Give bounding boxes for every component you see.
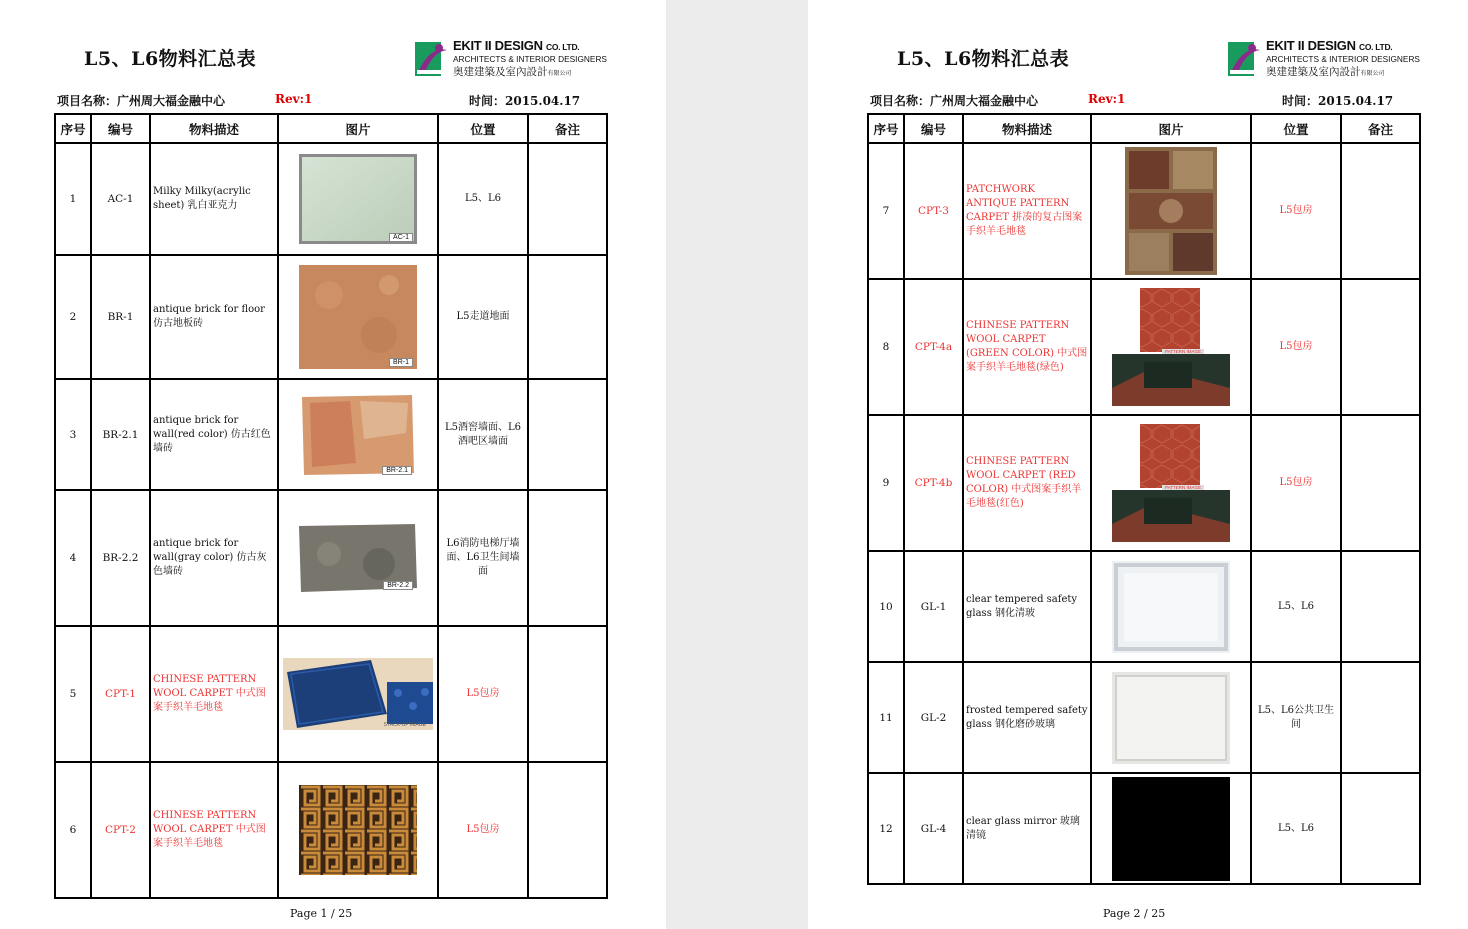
header-no: 序号 xyxy=(868,114,904,143)
row-no: 5 xyxy=(55,626,91,762)
row-no: 12 xyxy=(868,773,904,884)
row-note xyxy=(1341,415,1420,551)
logo-cn-suffix: 有限公司 xyxy=(547,70,572,77)
table-row xyxy=(868,279,1420,415)
row-note xyxy=(528,490,607,626)
row-no: 4 xyxy=(55,490,91,626)
image-label: BR-2.1 xyxy=(382,466,412,475)
row-code: BR-2.2 xyxy=(91,490,150,626)
page-footer: Page 1 / 25 xyxy=(290,907,353,920)
table-row xyxy=(868,662,1420,773)
row-desc: antique brick for wall(red color) 仿古红色墙砖 xyxy=(150,379,278,490)
row-no: 1 xyxy=(55,143,91,255)
date: 时间：2015.04.17 xyxy=(1282,94,1394,108)
row-code: BR-1 xyxy=(91,255,150,379)
header-note: 备注 xyxy=(1341,114,1420,143)
page-title: L5、L6物料汇总表 xyxy=(897,48,1070,70)
header-location: 位置 xyxy=(1251,114,1341,143)
table-row xyxy=(868,415,1420,551)
material-image xyxy=(1125,147,1217,275)
header-note: 备注 xyxy=(528,114,607,143)
row-desc: antique brick for floor 仿古地板砖 xyxy=(150,255,278,379)
row-code: CPT-3 xyxy=(904,143,963,279)
table-row xyxy=(868,143,1420,279)
document-page-2 xyxy=(808,0,1468,929)
header-code: 编号 xyxy=(91,114,150,143)
row-note xyxy=(1341,551,1420,662)
material-image xyxy=(300,393,416,477)
material-image xyxy=(299,524,417,592)
image-label: AC-1 xyxy=(389,233,413,242)
date: 时间：2015.04.17 xyxy=(469,94,581,108)
materials-table xyxy=(54,113,608,899)
row-location: L5包房 xyxy=(1251,279,1341,415)
row-location: L5包房 xyxy=(438,762,528,898)
row-desc: CHINESE PATTERN WOOL CARPET (RED COLOR) 中式图案手织羊毛地毯(红色) xyxy=(963,415,1091,551)
row-code: CPT-1 xyxy=(91,626,150,762)
logo-tagline: ARCHITECTS & INTERIOR DESIGNERS xyxy=(453,54,607,64)
logo-suffix: CO. LTD. xyxy=(1359,42,1393,52)
image-label: BR-2.2 xyxy=(383,581,413,590)
row-code: CPT-4b xyxy=(904,415,963,551)
row-location: L5走道地面 xyxy=(438,255,528,379)
header-image: 图片 xyxy=(1091,114,1251,143)
material-image xyxy=(1112,672,1230,764)
row-desc: frosted tempered safety glass 钢化磨砂玻璃 xyxy=(963,662,1091,773)
header-desc: 物料描述 xyxy=(963,114,1091,143)
row-note xyxy=(1341,143,1420,279)
row-no: 6 xyxy=(55,762,91,898)
page-footer: Page 2 / 25 xyxy=(1103,907,1166,920)
row-location: L5、L6 xyxy=(1251,773,1341,884)
table-row xyxy=(55,626,607,762)
table-header-row xyxy=(868,114,1420,143)
material-image xyxy=(1112,288,1230,406)
row-location: L5酒窖墙面、L6酒吧区墙面 xyxy=(438,379,528,490)
header-location: 位置 xyxy=(438,114,528,143)
row-desc: CHINESE PATTERN WOOL CARPET 中式图案手织羊毛地毯 xyxy=(150,626,278,762)
page-title: L5、L6物料汇总表 xyxy=(84,48,257,70)
logo-mark-icon xyxy=(413,40,449,78)
logo-cn-name: 奥建建築及室內設計 xyxy=(1266,66,1361,78)
row-code: BR-2.1 xyxy=(91,379,150,490)
table-header-row xyxy=(55,114,607,143)
row-no: 10 xyxy=(868,551,904,662)
logo-cn-name: 奥建建築及室內設計 xyxy=(453,66,548,78)
row-desc: CHINESE PATTERN WOOL CARPET (GREEN COLOR) 中式图案手织羊毛地毯(绿色) xyxy=(963,279,1091,415)
row-desc: clear glass mirror 玻璃清镜 xyxy=(963,773,1091,884)
header-code: 编号 xyxy=(904,114,963,143)
row-desc: clear tempered safety glass 钢化清玻 xyxy=(963,551,1091,662)
row-note xyxy=(1341,662,1420,773)
row-code: CPT-2 xyxy=(91,762,150,898)
row-code: AC-1 xyxy=(91,143,150,255)
material-image xyxy=(1112,561,1230,653)
project-name: 项目名称：广州周大福金融中心 xyxy=(57,94,226,108)
row-no: 8 xyxy=(868,279,904,415)
material-image xyxy=(1112,424,1230,542)
row-code: GL-4 xyxy=(904,773,963,884)
row-note xyxy=(528,626,607,762)
row-no: 2 xyxy=(55,255,91,379)
row-code: GL-1 xyxy=(904,551,963,662)
table-row xyxy=(55,762,607,898)
row-location: L5包房 xyxy=(1251,415,1341,551)
project-name: 项目名称：广州周大福金融中心 xyxy=(870,94,1039,108)
revision: Rev:1 xyxy=(275,92,313,106)
row-desc: antique brick for wall(gray color) 仿古灰色墙砖 xyxy=(150,490,278,626)
material-image xyxy=(299,154,417,244)
logo-suffix: CO. LTD. xyxy=(546,42,580,52)
header-no: 序号 xyxy=(55,114,91,143)
row-desc: CHINESE PATTERN WOOL CARPET 中式图案手织羊毛地毯 xyxy=(150,762,278,898)
logo-mark-icon xyxy=(1226,40,1262,78)
row-note xyxy=(528,143,607,255)
company-logo xyxy=(413,38,608,82)
table-row xyxy=(55,255,607,379)
image-label: PATTERN IMAGE xyxy=(1162,349,1204,354)
row-code: GL-2 xyxy=(904,662,963,773)
company-logo xyxy=(1226,38,1421,82)
logo-brand: EKIT II DESIGN xyxy=(453,38,543,53)
logo-cn-suffix: 有限公司 xyxy=(1360,70,1385,77)
materials-table xyxy=(867,113,1421,885)
row-note xyxy=(528,379,607,490)
row-code: CPT-4a xyxy=(904,279,963,415)
row-no: 9 xyxy=(868,415,904,551)
image-label: BR-1 xyxy=(389,358,413,367)
image-label: STACK-UP IMAGE xyxy=(383,722,426,728)
row-location: L5包房 xyxy=(438,626,528,762)
table-row xyxy=(55,379,607,490)
row-location: L5包房 xyxy=(1251,143,1341,279)
row-note xyxy=(1341,279,1420,415)
logo-tagline: ARCHITECTS & INTERIOR DESIGNERS xyxy=(1266,54,1420,64)
header-image: 图片 xyxy=(278,114,438,143)
logo-brand: EKIT II DESIGN xyxy=(1266,38,1356,53)
table-row xyxy=(55,143,607,255)
material-image xyxy=(299,265,417,369)
material-image xyxy=(283,658,433,730)
header-desc: 物料描述 xyxy=(150,114,278,143)
row-location: L5、L6公共卫生间 xyxy=(1251,662,1341,773)
table-row xyxy=(55,490,607,626)
row-desc: Milky Milky(acrylic sheet) 乳白亚克力 xyxy=(150,143,278,255)
document-page-1 xyxy=(0,0,666,929)
row-no: 7 xyxy=(868,143,904,279)
row-no: 3 xyxy=(55,379,91,490)
revision: Rev:1 xyxy=(1088,92,1126,106)
image-label: PATTERN IMAGE xyxy=(1162,485,1204,490)
row-location: L5、L6 xyxy=(1251,551,1341,662)
material-image xyxy=(299,785,417,875)
table-row xyxy=(868,551,1420,662)
row-location: L6消防电梯厅墙面、L6卫生间墙面 xyxy=(438,490,528,626)
table-row xyxy=(868,773,1420,884)
row-note xyxy=(528,255,607,379)
row-no: 11 xyxy=(868,662,904,773)
row-note xyxy=(528,762,607,898)
row-desc: PATCHWORK ANTIQUE PATTERN CARPET 拼凑的复古图案手织羊毛地毯 xyxy=(963,143,1091,279)
row-note xyxy=(1341,773,1420,884)
material-image xyxy=(1112,777,1230,881)
row-location: L5、L6 xyxy=(438,143,528,255)
